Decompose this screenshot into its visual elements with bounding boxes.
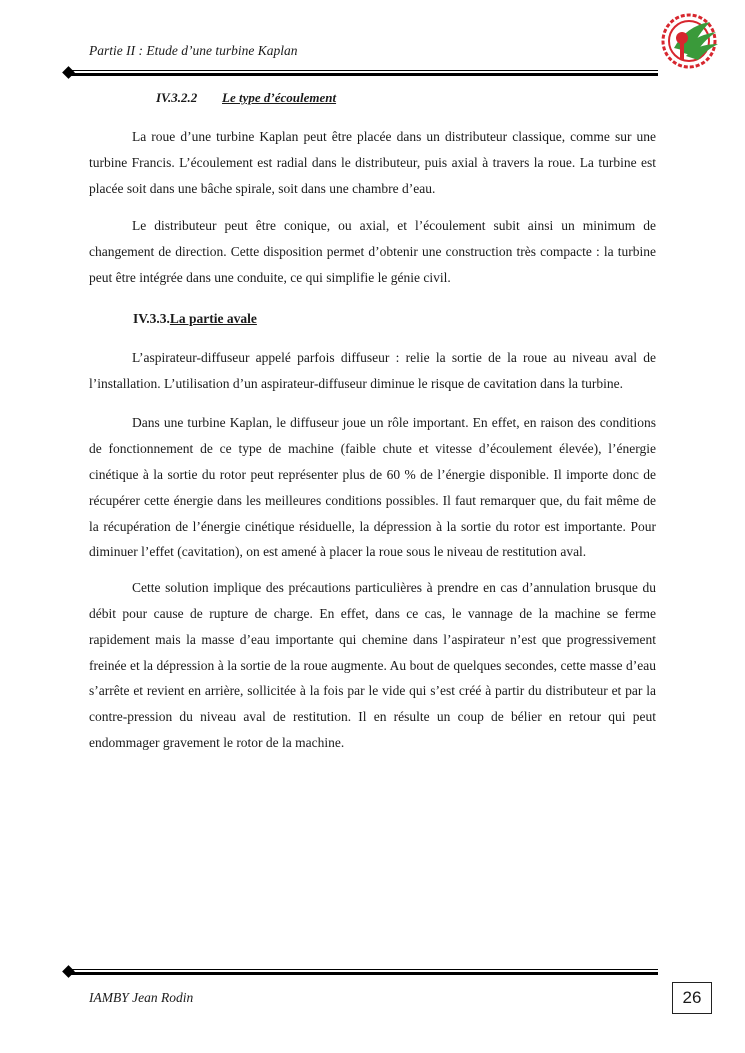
section-title: La partie avale (169, 310, 257, 326)
section-heading-iv-3-3 (133, 307, 656, 331)
paragraph: L’aspirateur-diffuseur appelé parfois diffuseur : relie la sortie de la roue au niveau aval de l’installation. L’utilisation d’un aspirateur-diffuseur diminue le risque de cavitation dans la turbine. (89, 349, 656, 391)
footer-rule (64, 966, 658, 980)
page-body (89, 86, 656, 756)
page-number: 26 (672, 982, 712, 1014)
footer-author: IAMBY Jean Rodin (89, 990, 194, 1005)
paragraph: Le distributeur peut être conique, ou axial, et l’écoulement subit ainsi un minimum de changement de direction. Cette disposition permet d’obtenir une construction très compacte : la turbine peut être intégrée dans une conduite, ce qui simplifie le génie civil. (89, 218, 656, 285)
header-title: Partie II : Etude d’une turbine Kaplan (89, 43, 298, 58)
university-logo-icon (660, 12, 722, 70)
paragraph: La roue d’une turbine Kaplan peut être placée dans un distributeur classique, comme sur une turbine Francis. L’écoulement est radial dans le distributeur, puis axial à travers la roue. La turbine est placée soit dans une bâche spirale, soit dans une chambre d’eau. (89, 129, 656, 196)
paragraph: Dans une turbine Kaplan, le diffuseur joue un rôle important. En effet, en raison des conditions de fonctionnement de ce type de machine (faible chute et vitesse d’écoulement élevée), l’énergie cinétique à la sortie du rotor peut représenter plus de 60 % de l’énergie disponible. Il importe donc de récupérer cette énergie dans les meilleures conditions possibles. Il faut remarquer que, du fait même de la récupération de l’énergie cinétique résiduelle, la dépression à la sortie du rotor est importante. Pour diminuer l’effet (cavitation), on est amené à placer la roue sous le niveau de restitution aval. (89, 415, 656, 560)
section-number: IV.3.2.2 (156, 90, 198, 105)
paragraph: Cette solution implique des précautions particulières à prendre en cas d’annulation brusque du débit pour cause de rupture de charge. En effet, dans ce cas, le vannage de la machine se ferme rapidement mais la masse d’eau importante qui chemine dans l’aspirateur n’est que progressivement freinée et la dépression à la sortie de la roue augmente. Au bout de quelques secondes, cette masse d’eau s’arrête et revient en arrière, sollicitée à la fois par le vide qui s’est créé à partir du distributeur et par la contre-pression du niveau aval de restitution. Il en résulte un coup de bélier en retour qui peut endommager gravement le rotor de la machine. (89, 580, 656, 750)
header-rule (64, 67, 658, 81)
section-title: Le type d’écoulement (222, 90, 337, 105)
section-heading-iv-3-2-2 (156, 86, 656, 110)
section-number: IV.3.3. (133, 310, 170, 326)
